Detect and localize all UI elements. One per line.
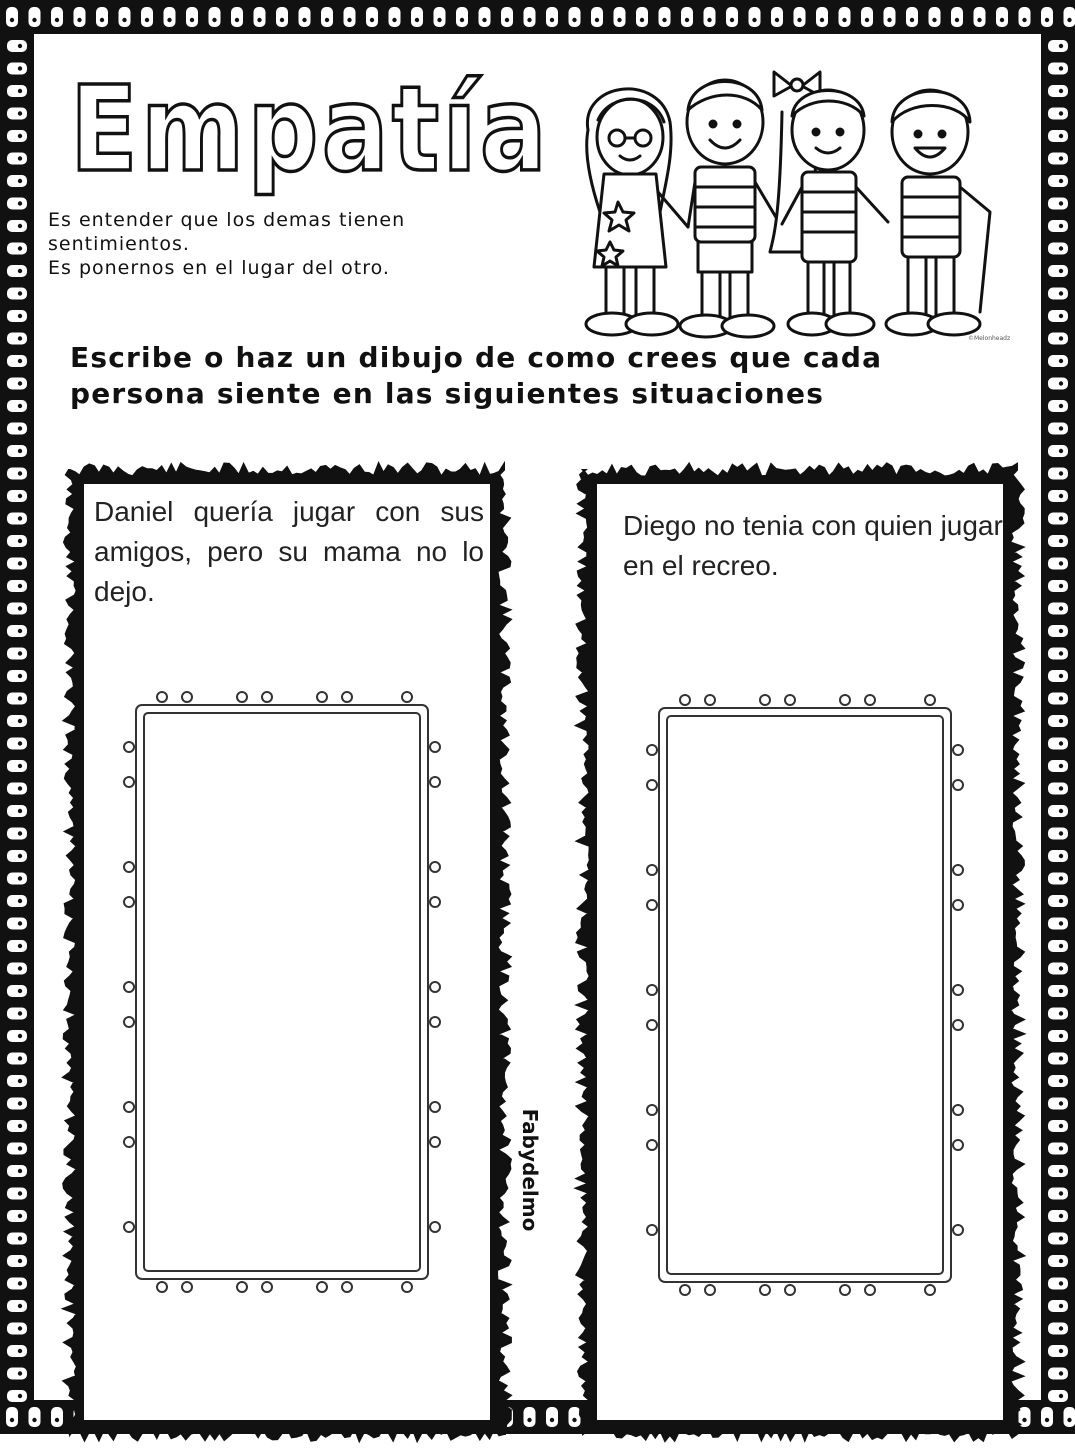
loop-border — [122, 687, 442, 1297]
page-title — [64, 62, 564, 192]
definition-line: Es entender que los demas tienen — [48, 208, 548, 232]
child-girl-bow-icon — [770, 72, 888, 335]
author-credit-text: Fabydelmo — [518, 1109, 542, 1232]
instructions-line: persona siente en las siguientes situaciones — [70, 376, 1030, 412]
empathy-definition — [48, 208, 548, 280]
illustration-signature: ©Melonheadz — [968, 335, 1010, 342]
instructions — [70, 340, 1030, 412]
children-illustration-icon — [570, 52, 1010, 342]
definition-line: Es ponernos en el lugar del otro. — [48, 256, 548, 280]
drawing-area[interactable] — [122, 687, 442, 1297]
child-boy-grin-icon — [886, 90, 990, 335]
page-title-text: Empatía — [70, 60, 550, 198]
loop-border — [645, 690, 965, 1300]
author-credit — [516, 1090, 544, 1250]
child-boy-icon — [680, 80, 780, 337]
scenario-panel-2 — [575, 462, 1025, 1447]
scenario-text: Diego no tenia con quien jugar en el recreo. — [623, 506, 1003, 586]
scenario-text: Daniel quería jugar con sus amigos, pero su mama no lo dejo. — [94, 492, 484, 612]
instructions-line: Escribe o haz un dibujo de como crees que cada — [70, 340, 1030, 376]
scenario-panel-1 — [62, 462, 512, 1447]
child-girl-glasses-icon — [586, 89, 688, 335]
drawing-area[interactable] — [645, 690, 965, 1300]
definition-line: sentimientos. — [48, 232, 548, 256]
